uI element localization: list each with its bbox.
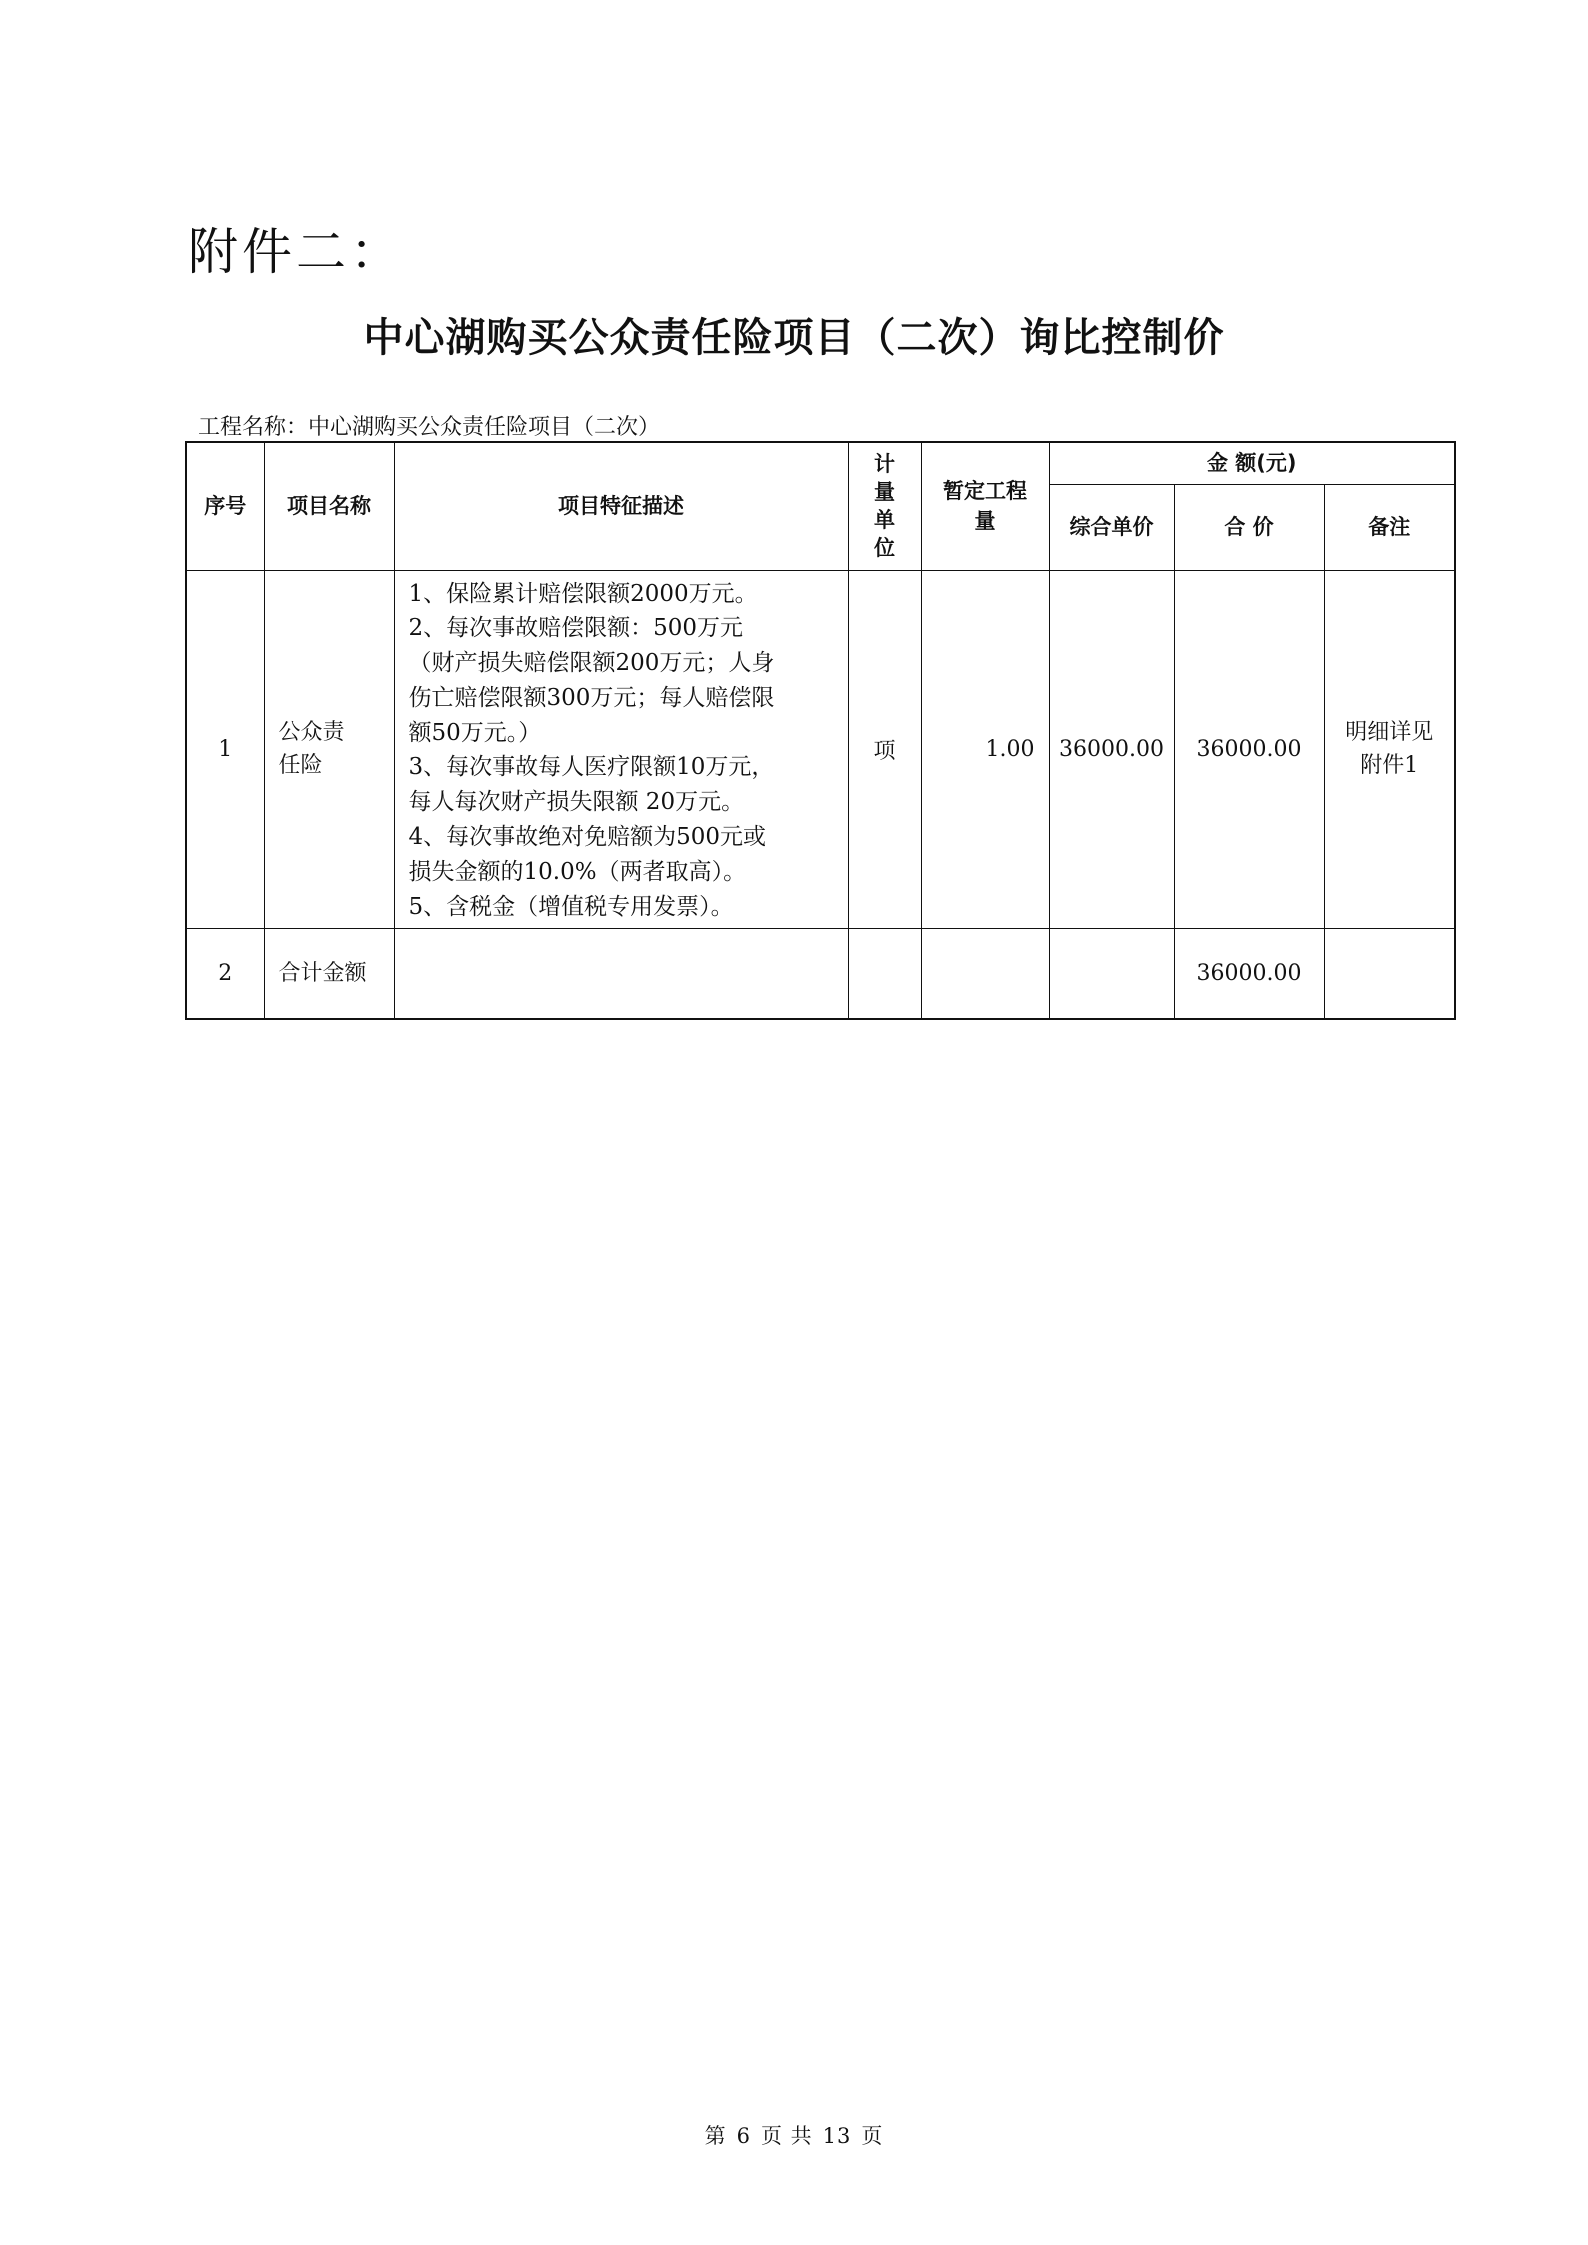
row-seq: 1 bbox=[186, 570, 264, 929]
description-line: 3、每次事故每人医疗限额10万元， bbox=[408, 754, 775, 781]
page-prefix: 第 bbox=[704, 2124, 727, 2148]
description-line: 每人每次财产损失限额 20万元。 bbox=[408, 789, 745, 816]
description-line: 2、每次事故赔偿限额：500万元 bbox=[408, 615, 744, 642]
header-total: 合 价 bbox=[1174, 484, 1324, 570]
row-seq: 2 bbox=[186, 929, 264, 1019]
table-row bbox=[186, 929, 1455, 1019]
header-unit-price: 综合单价 bbox=[1049, 484, 1174, 570]
total-pages: 13 bbox=[822, 2124, 852, 2148]
table-row bbox=[186, 570, 1455, 929]
row-unit-price: 36000.00 bbox=[1049, 570, 1174, 929]
header-remark: 备注 bbox=[1324, 484, 1455, 570]
page-mid: 页 共 bbox=[760, 2124, 813, 2148]
description-line: 损失金额的10.0%（两者取高）。 bbox=[408, 858, 747, 885]
row-unit: 项 bbox=[848, 570, 921, 929]
header-quantity: 暂定工程量 bbox=[921, 442, 1049, 570]
attachment-title: 附件二： bbox=[188, 223, 404, 281]
header-item-name: 项目名称 bbox=[264, 442, 394, 570]
header-description: 项目特征描述 bbox=[394, 442, 848, 570]
row-item-name: 合计金额 bbox=[264, 929, 394, 1019]
description-line: 5、含税金（增值税专用发票）。 bbox=[408, 893, 734, 920]
row-description bbox=[394, 570, 848, 929]
row-item-name: 公众责任险 bbox=[264, 570, 394, 929]
page-number: 6 bbox=[736, 2124, 751, 2148]
header-row bbox=[186, 442, 1455, 484]
description-line: 4、每次事故绝对免赔额为500元或 bbox=[408, 824, 767, 851]
header-seq: 序号 bbox=[186, 442, 264, 570]
description-line: 1、保险累计赔偿限额2000万元。 bbox=[408, 580, 758, 607]
row-description bbox=[394, 929, 848, 1019]
row-total: 36000.00 bbox=[1174, 929, 1324, 1019]
page-footer bbox=[0, 2120, 1588, 2150]
description-line: 伤亡赔偿限额300万元；每人赔偿限 bbox=[408, 684, 775, 711]
row-quantity: 1.00 bbox=[921, 570, 1049, 929]
row-total: 36000.00 bbox=[1174, 570, 1324, 929]
row-unit-price bbox=[1049, 929, 1174, 1019]
description-line: 额50万元。） bbox=[408, 719, 542, 746]
price-table bbox=[185, 441, 1456, 1020]
row-quantity bbox=[921, 929, 1049, 1019]
page-suffix: 页 bbox=[861, 2124, 884, 2148]
row-remark: 明细详见附件1 bbox=[1324, 570, 1455, 929]
document-title: 中心湖购买公众责任险项目（二次）询比控制价 bbox=[363, 315, 1225, 361]
row-remark bbox=[1324, 929, 1455, 1019]
row-unit bbox=[848, 929, 921, 1019]
header-amount-group: 金 额(元) bbox=[1049, 442, 1455, 484]
header-unit: 计量单位 bbox=[848, 442, 921, 570]
project-name: 工程名称：中心湖购买公众责任险项目（二次） bbox=[198, 415, 661, 440]
description-line: （财产损失赔偿限额200万元；人身 bbox=[408, 650, 775, 677]
